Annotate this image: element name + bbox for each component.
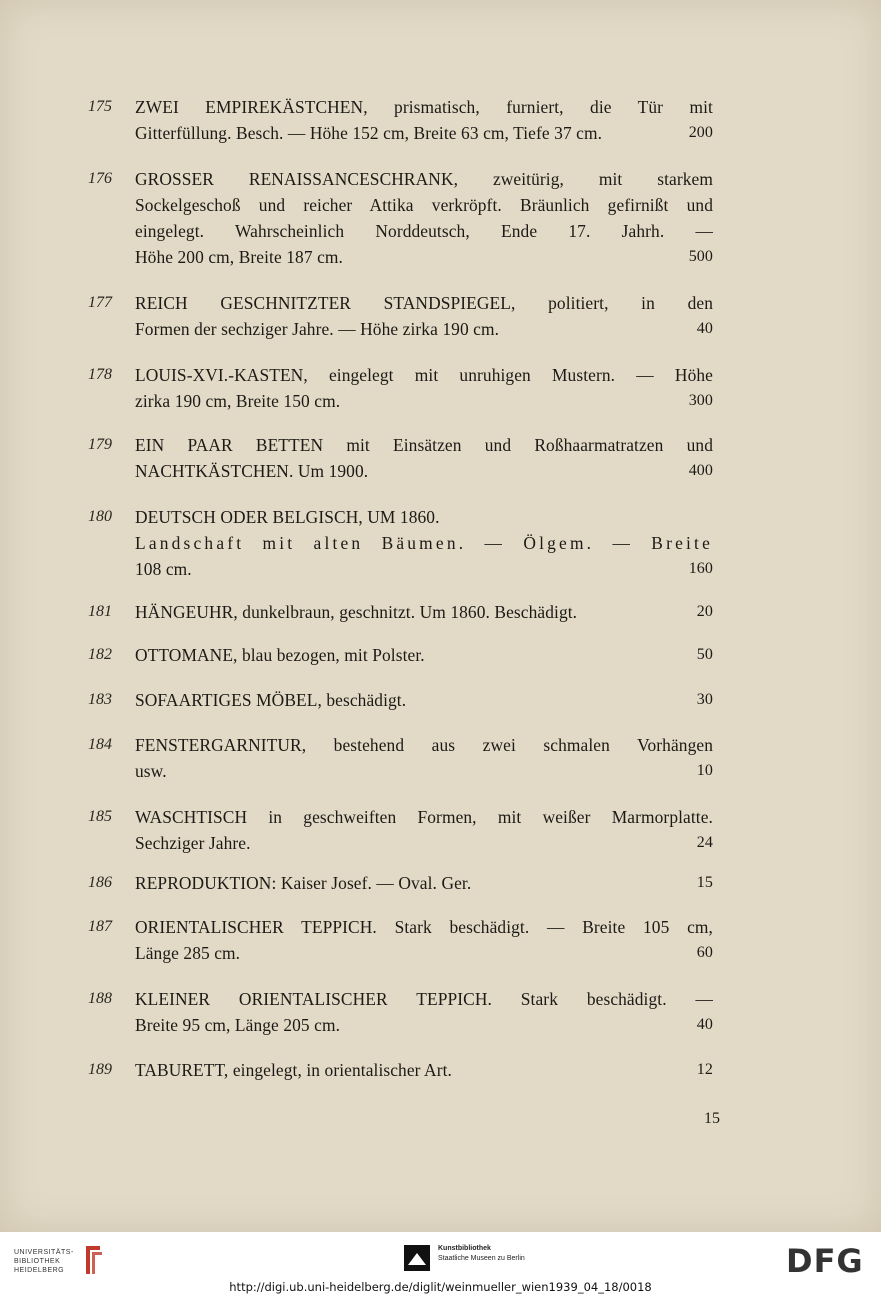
entry-description (135, 687, 713, 713)
lot-number: 176 (88, 170, 112, 187)
lot-number: 177 (88, 294, 112, 311)
lot-number: 181 (88, 603, 112, 620)
permalink-url[interactable]: http://digi.ub.uni-heidelberg.de/diglit/weinmueller_wien1939_04_18/0018 (229, 1280, 652, 1294)
entry-line: KLEINER ORIENTALISCHER TEPPICH. Stark beschädigt. — (135, 989, 713, 1009)
lot-number: 179 (88, 436, 112, 453)
entry-line: EIN PAAR BETTEN mit Einsätzen und Roßhaarmatratzen und (135, 435, 713, 455)
lot-number: 182 (88, 646, 112, 663)
entry-description (135, 432, 713, 484)
entry-line: TABURETT, eingelegt, in orientalischer Art. 12 (135, 1057, 713, 1083)
lot-number: 189 (88, 1061, 112, 1078)
lot-number: 183 (88, 691, 112, 708)
entry-line: ORIENTALISCHER TEPPICH. Stark beschädigt. — Breite 105 cm, (135, 917, 713, 937)
lot-number: 187 (88, 918, 112, 935)
entry-line: Landschaft mit alten Bäumen. — Ölgem. — Breite (135, 533, 713, 553)
entry-line: Länge 285 cm. 60 (135, 940, 713, 966)
entry-description (135, 362, 713, 414)
entry-line: usw. 10 (135, 758, 713, 784)
price: 15 (696, 874, 713, 891)
entry-line: WASCHTISCH in geschweiften Formen, mit weißer Marmorplatte. (135, 807, 713, 827)
price: 60 (696, 944, 713, 961)
entry-line: ZWEI EMPIREKÄSTCHEN, prismatisch, furniert, die Tür mit (135, 97, 713, 117)
entry-line: Sockelgeschoß und reicher Attika verkröpft. Bräunlich gefirnißt und (135, 195, 713, 215)
kunstbibliothek-label[interactable]: Kunstbibliothek Staatliche Museen zu Berlin (438, 1245, 525, 1262)
entry-line: NACHTKÄSTCHEN. Um 1900. 400 (135, 458, 713, 484)
entry-description (135, 914, 713, 966)
entry-description (135, 166, 713, 270)
entry-line: LOUIS-XVI.-KASTEN, eingelegt mit unruhigen Mustern. — Höhe (135, 365, 713, 385)
page-number: 15 (704, 1110, 720, 1127)
entry-description (135, 642, 713, 668)
university-library-label[interactable]: UNIVERSITÄTS- BIBLIOTHEK HEIDELBERG (14, 1249, 74, 1274)
entry-description (135, 1057, 713, 1083)
price: 40 (696, 1016, 713, 1033)
dfg-logo[interactable]: DFG (786, 1242, 864, 1280)
entry-description (135, 599, 713, 625)
entry-description (135, 732, 713, 784)
entry-line: SOFAARTIGES MÖBEL, beschädigt. 30 (135, 687, 713, 713)
price: 20 (696, 603, 713, 620)
entry-line: zirka 190 cm, Breite 150 cm. 300 (135, 388, 713, 414)
price: 300 (688, 392, 713, 409)
lot-number: 185 (88, 808, 112, 825)
entry-line: DEUTSCH ODER BELGISCH, UM 1860. (135, 507, 440, 527)
entry-line: GROSSER RENAISSANCESCHRANK, zweitürig, mit starkem (135, 169, 713, 189)
lot-number: 188 (88, 990, 112, 1007)
entry-line: Höhe 200 cm, Breite 187 cm. 500 (135, 244, 713, 270)
entry-description (135, 504, 713, 582)
entry-line: REPRODUKTION: Kaiser Josef. — Oval. Ger. 15 (135, 870, 713, 896)
price: 400 (688, 462, 713, 479)
kunstbibliothek-logo-icon[interactable] (404, 1245, 430, 1271)
price: 200 (688, 124, 713, 141)
price: 50 (696, 646, 713, 663)
entry-line: Breite 95 cm, Länge 205 cm. 40 (135, 1012, 713, 1038)
entry-line: OTTOMANE, blau bezogen, mit Polster. 50 (135, 642, 713, 668)
price: 30 (696, 691, 713, 708)
lot-number: 180 (88, 508, 112, 525)
price: 24 (696, 834, 713, 851)
lot-number: 178 (88, 366, 112, 383)
lot-number: 186 (88, 874, 112, 891)
footer-bar (0, 1232, 881, 1295)
entry-line: Sechziger Jahre. 24 (135, 830, 713, 856)
entry-line: REICH GESCHNITZTER STANDSPIEGEL, politiert, in den (135, 293, 713, 313)
entry-description (135, 804, 713, 856)
entry-description (135, 94, 713, 146)
price: 12 (696, 1061, 713, 1078)
entry-line: eingelegt. Wahrscheinlich Norddeutsch, Ende 17. Jahrh. — (135, 221, 713, 241)
entry-line: Gitterfüllung. Besch. — Höhe 152 cm, Breite 63 cm, Tiefe 37 cm. 200 (135, 120, 713, 146)
entry-description (135, 986, 713, 1038)
lot-number: 184 (88, 736, 112, 753)
entry-line: Formen der sechziger Jahre. — Höhe zirka 190 cm. 40 (135, 316, 713, 342)
university-logo-icon[interactable] (80, 1242, 106, 1278)
price: 10 (696, 762, 713, 779)
entry-line: HÄNGEUHR, dunkelbraun, geschnitzt. Um 1860. Beschädigt. 20 (135, 599, 713, 625)
entry-line: FENSTERGARNITUR, bestehend aus zwei schmalen Vorhängen (135, 735, 713, 755)
price: 160 (688, 560, 713, 577)
price: 500 (688, 248, 713, 265)
entry-line: 108 cm. 160 (135, 556, 713, 582)
entry-description (135, 870, 713, 896)
entry-description (135, 290, 713, 342)
price: 40 (696, 320, 713, 337)
lot-number: 175 (88, 98, 112, 115)
